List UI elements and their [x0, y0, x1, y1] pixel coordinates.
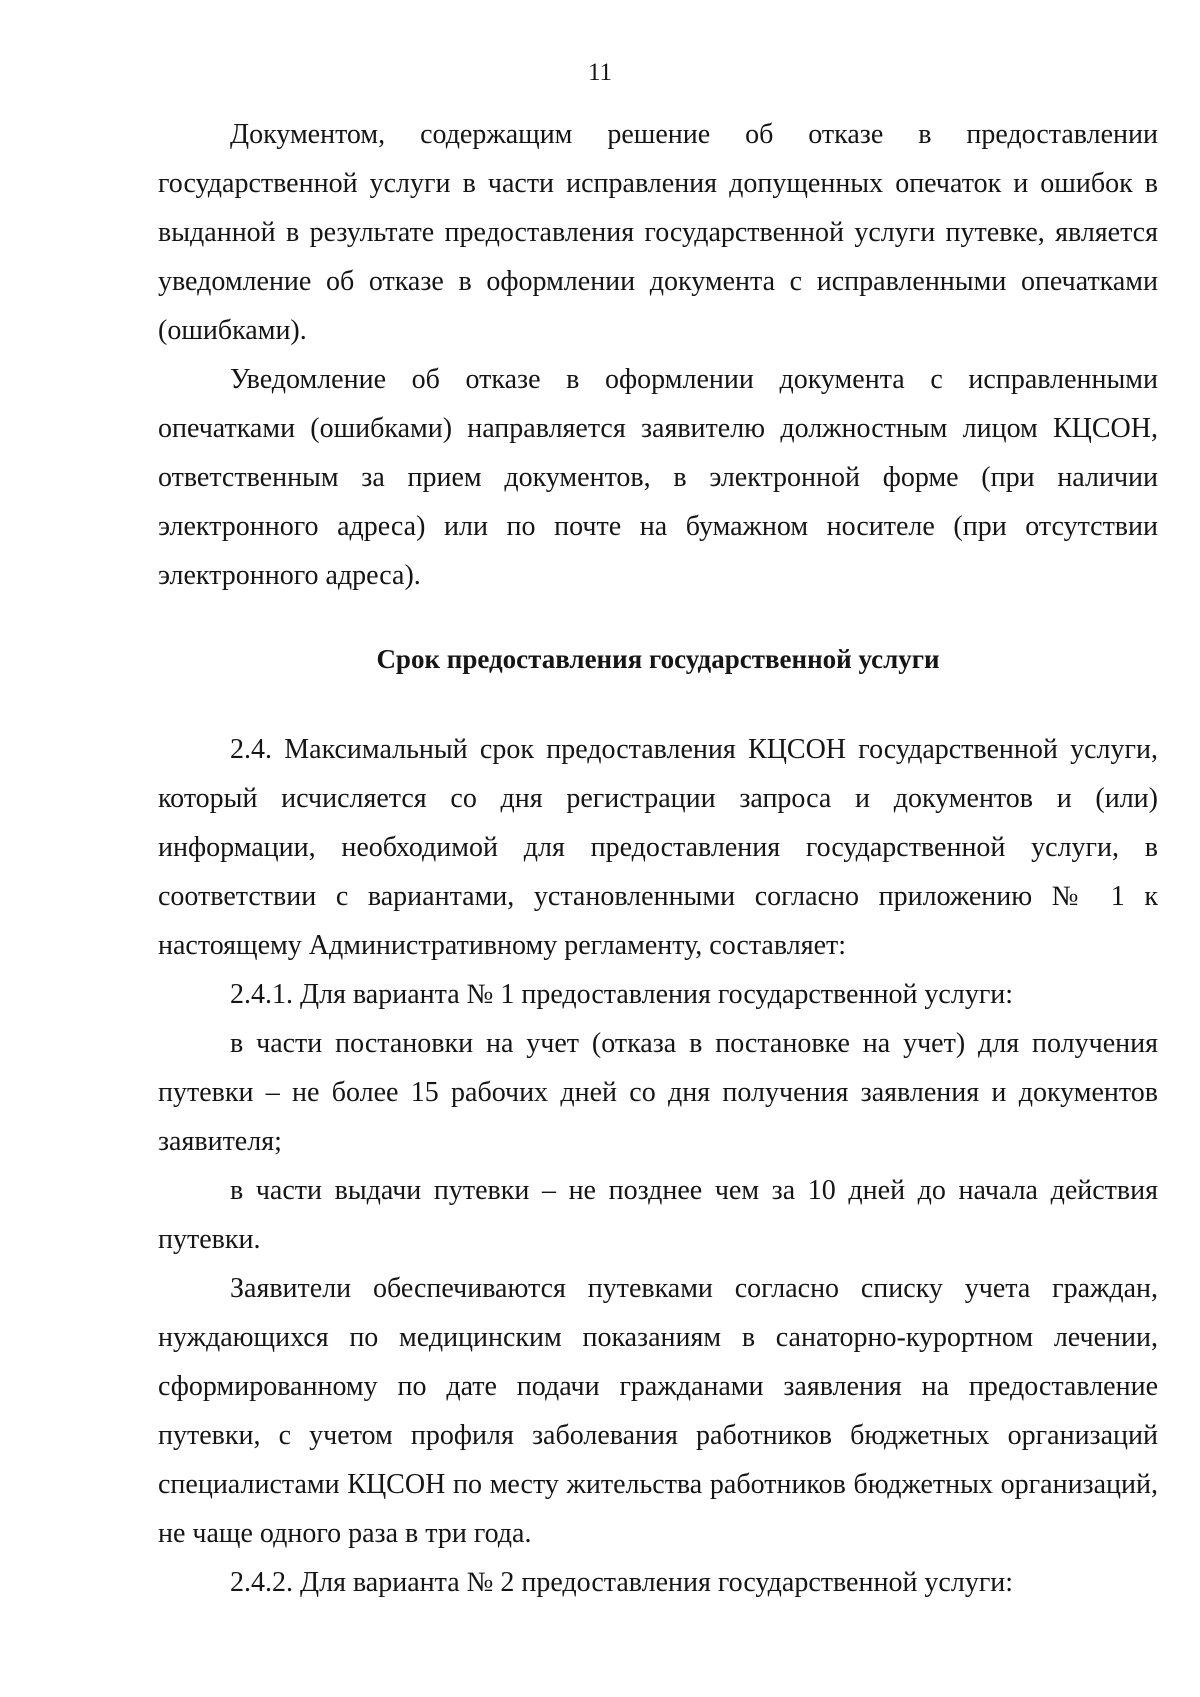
section-heading: Срок предоставления государственной услуги — [376, 644, 940, 674]
page-number: 11 — [587, 59, 613, 86]
paragraph-applicants-provision: Заявители обеспечиваются путевками согласно списку учета граждан, нуждающихся по медицинским показаниям в санаторно-курортном лечении, сформированному по дате подачи гражданами заявления на предоставление путевки, с учетом профиля заболевания работников бюджетных организаций специалистами КЦСОН по месту жительства работников бюджетных организаций, не чаще одного раза в три года. — [158, 1273, 1158, 1549]
document-body — [158, 110, 1158, 1607]
paragraph-refusal-notification: Уведомление об отказе в оформлении документа с исправленными опечатками (ошибками) направляется заявителю должностным лицом КЦСОН, ответственным за прием документов, в электронной форме (при наличии электронного адреса) или по почте на бумажном носителе (при отсутствии электронного адреса). — [158, 364, 1158, 591]
paragraph-2-4-1: 2.4.1. Для варианта № 1 предоставления государственной услуги: — [230, 979, 1014, 1010]
paragraph-2-4-2: 2.4.2. Для варианта № 2 предоставления государственной услуги: — [230, 1567, 1014, 1598]
paragraph-registration-term: в части постановки на учет (отказа в постановке на учет) для получения путевки – не более 15 рабочих дней со дня получения заявления и документов заявителя; — [158, 1028, 1158, 1157]
paragraph-2-4: 2.4. Максимальный срок предоставления КЦСОН государственной услуги, который исчисляется со дня регистрации запроса и документов и (или) информации, необходимой для предоставления государственной услуги, в соответствии с вариантами, установленными согласно приложению № 1 к настоящему Административному регламенту, составляет: — [158, 734, 1158, 961]
paragraph-refusal-document: Документом, содержащим решение об отказе в предоставлении государственной услуги в части исправления допущенных опечаток и ошибок в выданной в результате предоставления государственной услуги путевке, является уведомление об отказе в оформлении документа с исправленными опечатками (ошибками). — [158, 119, 1158, 346]
paragraph-issuance-term: в части выдачи путевки – не позднее чем за 10 дней до начала действия путевки. — [158, 1175, 1158, 1255]
